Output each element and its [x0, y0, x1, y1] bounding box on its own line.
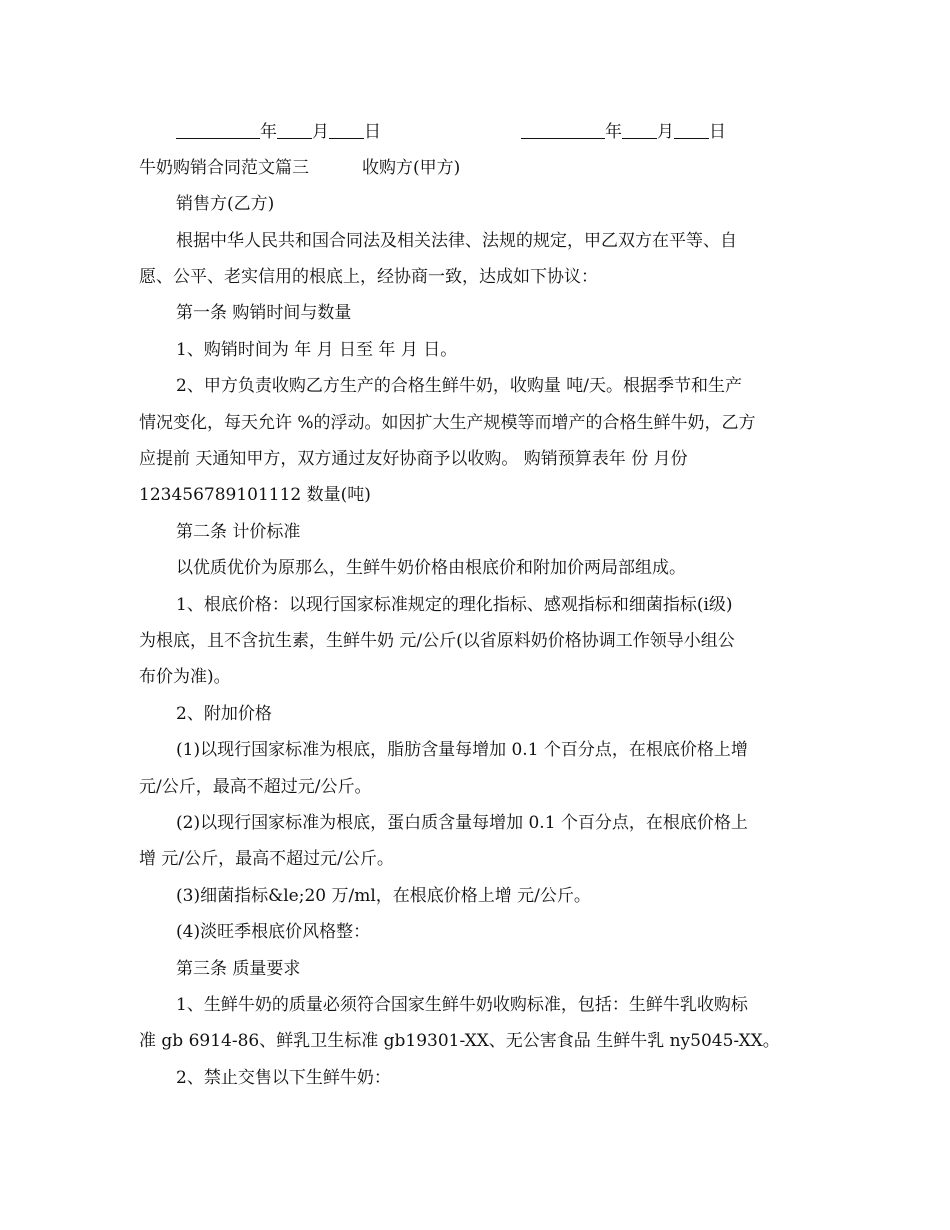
section-heading: 第一条 购销时间与数量	[176, 303, 352, 323]
month-label: 月	[312, 122, 329, 142]
document-title: 牛奶购销合同范文篇三	[139, 158, 309, 178]
date-blank	[329, 121, 364, 139]
date-blank	[674, 121, 709, 139]
paragraph-line: 1、购销时间为 年 月 日至 年 月 日。	[176, 340, 458, 360]
paragraph-line: 2、甲方负责收购乙方生产的合格生鲜牛奶，收购量 吨/天。根据季节和生产	[176, 376, 742, 396]
paragraph-line: 123456789101112 数量(吨)	[139, 485, 371, 505]
paragraph-line: 愿、公平、老实信用的根底上，经协商一致，达成如下协议：	[139, 267, 598, 287]
buyer-label: 收购方(甲方)	[362, 158, 461, 178]
seller-label: 销售方(乙方)	[176, 194, 275, 214]
paragraph-line: 元/公斤，最高不超过元/公斤。	[139, 777, 372, 797]
paragraph-line: 1、生鲜牛奶的质量必须符合国家生鲜牛奶收购标准，包括：生鲜牛乳收购标	[176, 995, 748, 1015]
paragraph-line: 2、附加价格	[176, 704, 272, 724]
paragraph-line: 增 元/公斤，最高不超过元/公斤。	[139, 849, 394, 869]
date-blank	[521, 121, 605, 139]
signature-date-left	[176, 121, 381, 143]
paragraph-line: 布价为准)。	[139, 667, 231, 687]
paragraph-line: 根据中华人民共和国合同法及相关法律、法规的规定，甲乙双方在平等、自	[176, 231, 737, 251]
section-heading: 第三条 质量要求	[176, 959, 301, 979]
date-blank	[622, 121, 657, 139]
date-blank	[176, 121, 260, 139]
paragraph-line: (1)以现行国家标准为根底，脂肪含量每增加 0.1 个百分点，在根底价格上增	[176, 740, 748, 760]
paragraph-line: (4)淡旺季根底价风格整：	[176, 922, 371, 942]
paragraph-line: 情况变化，每天允许 %的浮动。如因扩大生产规模等而增产的合格生鲜牛奶，乙方	[139, 413, 756, 433]
paragraph-line: (2)以现行国家标准为根底，蛋白质含量每增加 0.1 个百分点，在根底价格上	[176, 813, 748, 833]
paragraph-line: 应提前 天通知甲方，双方通过友好协商予以收购。 购销预算表年 份 月份	[139, 449, 688, 469]
day-label: 日	[364, 122, 381, 142]
paragraph-line: 1、根底价格：以现行国家标准规定的理化指标、感观指标和细菌指标(ⅰ级)	[176, 595, 733, 615]
year-label: 年	[260, 122, 277, 142]
section-heading: 第二条 计价标准	[176, 522, 301, 542]
year-label: 年	[605, 122, 622, 142]
month-label: 月	[657, 122, 674, 142]
paragraph-line: (3)细菌指标&le;20 万/ml，在根底价格上增 元/公斤。	[176, 886, 591, 906]
date-blank	[277, 121, 312, 139]
day-label: 日	[709, 122, 726, 142]
paragraph-line: 准 gb 6914-86、鲜乳卫生标准 gb19301-XX、无公害食品 生鲜牛乳 ny5045-XX。	[139, 1031, 780, 1051]
signature-date-right	[521, 121, 726, 143]
paragraph-line: 以优质优价为原那么，生鲜牛奶价格由根底价和附加价两局部组成。	[176, 558, 686, 578]
paragraph-line: 为根底，且不含抗生素，生鲜牛奶 元/公斤(以省原料奶价格协调工作领导小组公	[139, 631, 735, 651]
paragraph-line: 2、禁止交售以下生鲜牛奶：	[176, 1068, 391, 1088]
